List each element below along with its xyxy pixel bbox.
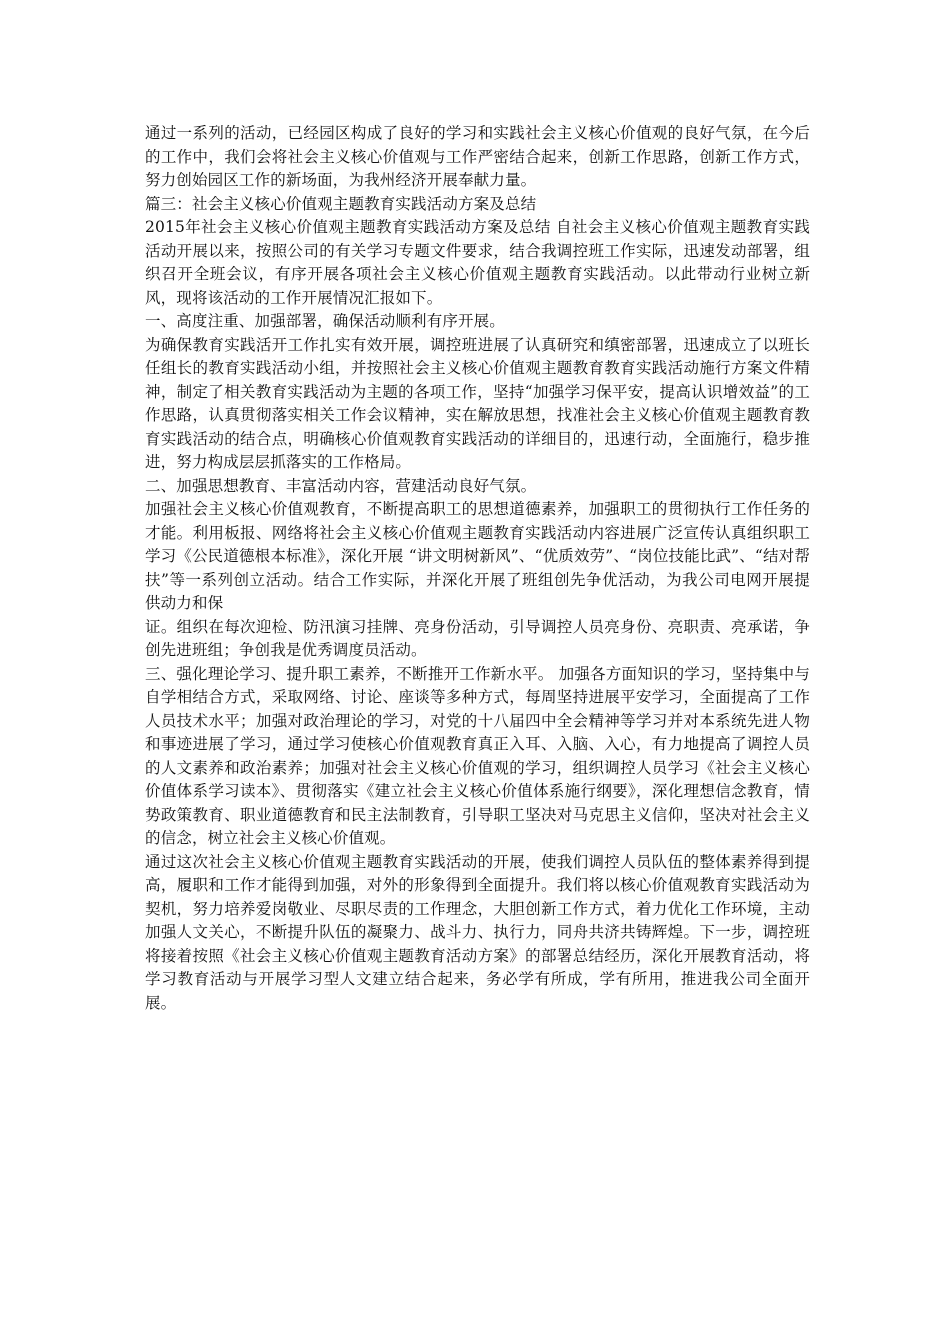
document-body xyxy=(145,122,810,1015)
section-heading-part-three: 篇三：社会主义核心价值观主题教育实践活动方案及总结 xyxy=(145,194,537,213)
heading-item-one: 一、高度注重、加强部署，确保活动顺利有序开展。 xyxy=(145,312,505,330)
paragraph-item-three: 三、强化理论学习、提升职工素养，不断推开工作新水平。 加强各方面知识的学习，坚持集中与自学相结合方式，采取网络、讨论、座谈等多种方式，每周坚持进展平安学习，全面提高了工作人员技术水平；加强对政治理论的学习，对党的十八届四中全会精神等学习并对本系统先进人物和事迹进展了学习，通过学习使核心价值观教育真正入耳、入脑、入心，有力地提高了调控人员的人文素养和政治素养；加强对社会主义核心价值观的学习，组织调控人员学习《社会主义核心价值体系学习读本》、贯彻落实《建立社会主义核心价值体系施行纲要》，深化理想信念教育，情势政策教育、职业道德教育和民主法制教育，引导职工坚决对马克思主义信仰，坚决对社会主义的信念，树立社会主义核心价值观。 xyxy=(145,664,810,847)
paragraph-plan-overview: 2015年社会主义核心价值观主题教育实践活动方案及总结 自社会主义核心价值观主题教育实践活动开展以来，按照公司的有关学习专题文件要求，结合我调控班工作实际，迅速发动部署，组织召开全班会议，有序开展各项社会主义核心价值观主题教育实践活动。以此带动行业树立新风，现将该活动的工作开展情况汇报如下。 xyxy=(145,218,810,307)
paragraph-item-two-continued: 证。组织在每次迎检、防汛演习挂牌、亮身份活动，引导调控人员亮身份、亮职责、亮承诺，争创先进班组；争创我是优秀调度员活动。 xyxy=(145,617,810,659)
paragraph-conclusion: 通过这次社会主义核心价值观主题教育实践活动的开展，使我们调控人员队伍的整体素养得到提高，履职和工作才能得到加强，对外的形象得到全面提升。我们将以核心价值观教育实践活动为契机，努力培养爱岗敬业、尽职尽责的工作理念，大胆创新工作方式，着力优化工作环境，主动加强人文关心，不断提升队伍的凝聚力、战斗力、执行力，同舟共济共铸辉煌。下一步，调控班将接着按照《社会主义核心价值观主题教育活动方案》的部署总结经历，深化开展教育活动，将学习教育活动与开展学习型人文建立结合起来，务必学有所成，学有所用，推进我公司全面开展。 xyxy=(145,852,810,1012)
paragraph-item-two-body: 加强社会主义核心价值观教育，不断提高职工的思想道德素养，加强职工的贯彻执行工作任务的才能。利用板报、网络将社会主义核心价值观主题教育实践活动内容进展广泛宣传认真组织职工学习《公民道德根本标准》，深化开展 “讲文明树新风”、“优质效劳”、“岗位技能比武”、“结对帮扶”等一系列创立活动。结合工作实际，并深化开展了班组创先争优活动，为我公司电网开展提供动力和保 xyxy=(145,500,810,612)
paragraph-intro-summary: 通过一系列的活动，已经园区构成了良好的学习和实践社会主义核心价值观的良好气氛，在今后的工作中，我们会将社会主义核心价值观与工作严密结合起来，创新工作思路，创新工作方式，努力创始园区工作的新场面，为我州经济开展奉献力量。 xyxy=(145,124,810,189)
heading-item-two: 二、加强思想教育、丰富活动内容，营建活动良好气氛。 xyxy=(145,476,537,495)
paragraph-item-one-body: 为确保教育实践活开工作扎实有效开展，调控班进展了认真研究和缜密部署，迅速成立了以班长任组长的教育实践活动小组，并按照社会主义核心价值观主题教育教育实践活动施行方案文件精神，制定了相关教育实践活动为主题的各项工作，坚持“加强学习保平安，提高认识增效益”的工作思路，认真贯彻落实相关工作会议精神，实在解放思想，找准社会主义核心价值观主题教育教育实践活动的结合点，明确核心价值观教育实践活动的详细目的，迅速行动，全面施行，稳步推进，努力构成层层抓落实的工作格局。 xyxy=(145,335,810,471)
